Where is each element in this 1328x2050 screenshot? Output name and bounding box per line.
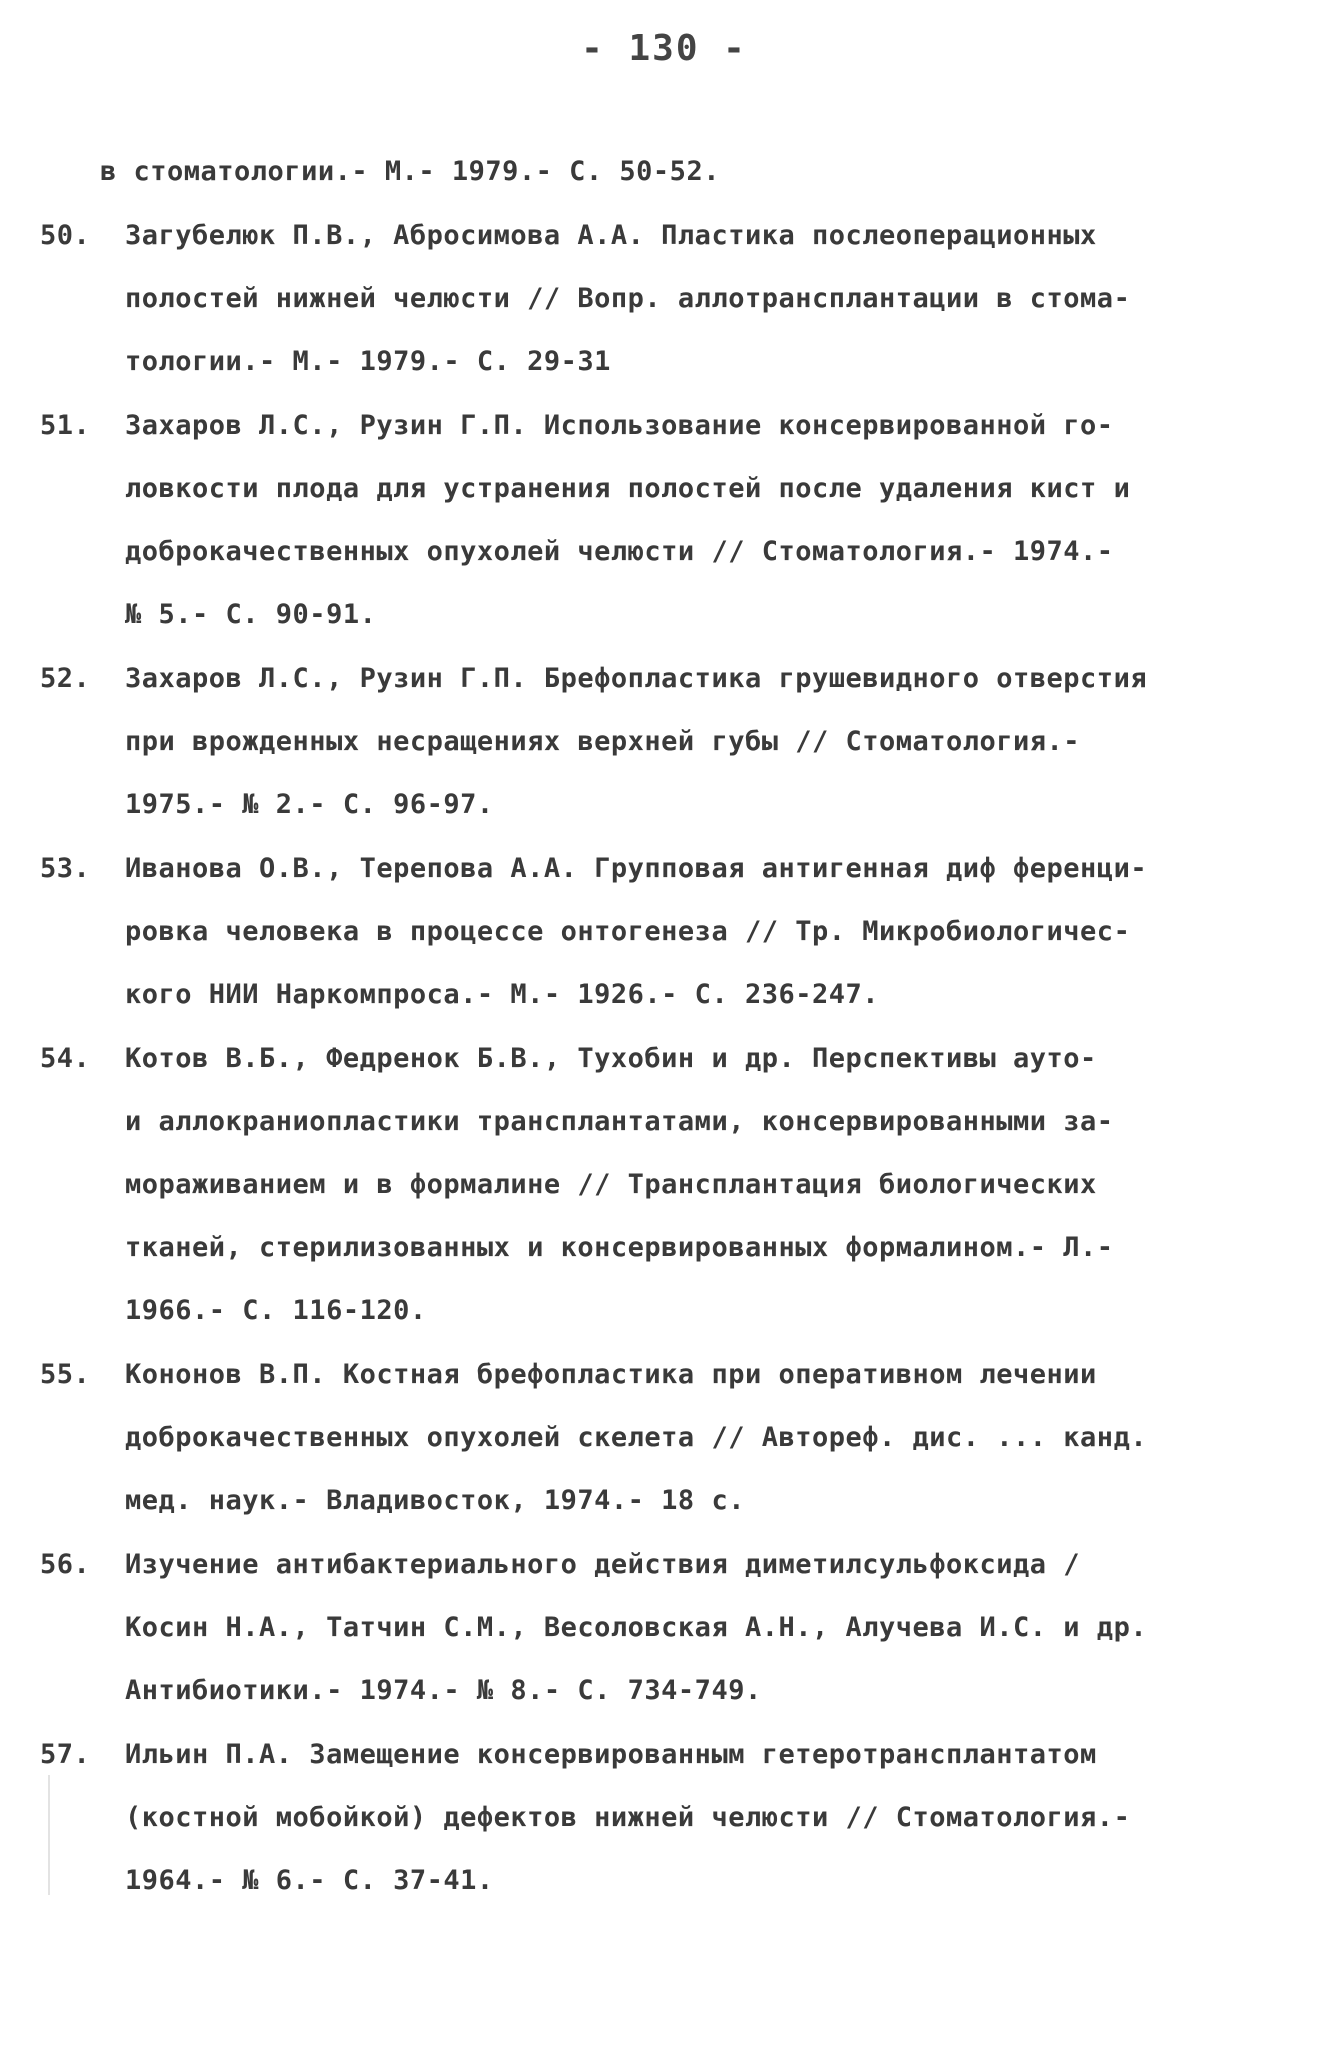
- reference-continuation: [40, 140, 1280, 203]
- reference-line: полостей нижней челюсти // Вопр. аллотрансплантации в стома-: [125, 283, 1131, 314]
- reference-line: ровка человека в процессе онтогенеза // Тр. Микробиологичес-: [125, 916, 1131, 947]
- reference-item-52: [40, 647, 1280, 836]
- reference-number: 56.: [40, 1549, 91, 1580]
- reference-text: Ивановa О.В., Терепова А.А. Групповая антигенная диф ференци-: [125, 853, 1148, 884]
- reference-line: [40, 647, 1280, 710]
- reference-continuation-line: в стоматологии.- М.- 1979.- С. 50-52.: [100, 156, 720, 187]
- reference-line: доброкачественных опухолей челюсти // Стоматология.- 1974.-: [125, 536, 1114, 567]
- scan-margin-mark: [48, 1775, 50, 1895]
- page-number: - 130 -: [581, 28, 747, 69]
- reference-line: № 5.- С. 90-91.: [125, 599, 377, 630]
- reference-item-55: [40, 1343, 1280, 1532]
- reference-line: [40, 1723, 1280, 1786]
- reference-line: Антибиотики.- 1974.- № 8.- С. 734-749.: [125, 1675, 762, 1706]
- reference-number: 57.: [40, 1739, 91, 1770]
- reference-line: и аллокраниопластики трансплантатами, консервированными за-: [125, 1106, 1114, 1137]
- reference-line: 1964.- № 6.- С. 37-41.: [125, 1865, 494, 1896]
- reference-number: 51.: [40, 410, 91, 441]
- reference-line: ловкости плода для устранения полостей после удаления кист и: [125, 473, 1131, 504]
- reference-text: Изучение антибактериального действия диметилсульфоксида /: [125, 1549, 1081, 1580]
- reference-line: [40, 394, 1280, 457]
- reference-number: 54.: [40, 1043, 91, 1074]
- reference-item-50: [40, 204, 1280, 393]
- reference-text: Захаров Л.С., Рузин Г.П. Использование консервированной го-: [125, 410, 1114, 441]
- reference-line: [40, 1533, 1280, 1596]
- reference-line: [40, 837, 1280, 900]
- reference-line: 1975.- № 2.- С. 96-97.: [125, 789, 494, 820]
- reference-item-56: [40, 1533, 1280, 1722]
- reference-text: Загубелюк П.В., Абросимова А.А. Пластика послеоперационных: [125, 220, 1097, 251]
- reference-number: 50.: [40, 220, 91, 251]
- reference-number: 53.: [40, 853, 91, 884]
- reference-number: 55.: [40, 1359, 91, 1390]
- reference-item-51: [40, 394, 1280, 646]
- reference-text: Захаров Л.С., Рузин Г.П. Брефопластика грушевидного отверстия: [125, 663, 1148, 694]
- reference-line: (костной мобойкой) дефектов нижней челюсти // Стоматология.-: [125, 1802, 1131, 1833]
- reference-line: мед. наук.- Владивосток, 1974.- 18 с.: [125, 1485, 745, 1516]
- reference-item-54: [40, 1027, 1280, 1342]
- reference-line: [40, 1343, 1280, 1406]
- reference-line: [40, 204, 1280, 267]
- reference-list: [40, 140, 1280, 1913]
- reference-text: Ильин П.А. Замещение консервированным гетеротрансплантатом: [125, 1739, 1097, 1770]
- reference-item-53: [40, 837, 1280, 1026]
- reference-text: Котов В.Б., Федренок Б.В., Тухобин и др. Перспективы ауто-: [125, 1043, 1097, 1074]
- reference-number: 52.: [40, 663, 91, 694]
- reference-line: Косин Н.А., Татчин С.М., Весоловская А.Н., Алучева И.С. и др.: [125, 1612, 1148, 1643]
- reference-line: мораживанием и в формалине // Трансплантация биологических: [125, 1169, 1097, 1200]
- reference-line: тканей, стерилизованных и консервированных формалином.- Л.-: [125, 1232, 1114, 1263]
- reference-line: 1966.- С. 116-120.: [125, 1295, 427, 1326]
- reference-line: доброкачественных опухолей скелета // Автореф. дис. ... канд.: [125, 1422, 1148, 1453]
- reference-text: Кононов В.П. Костная брефопластика при оперативном лечении: [125, 1359, 1097, 1390]
- reference-line: при врожденных несращениях верхней губы // Стоматология.-: [125, 726, 1081, 757]
- reference-line: кого НИИ Наркомпроса.- М.- 1926.- С. 236-247.: [125, 979, 879, 1010]
- reference-line: тологии.- М.- 1979.- С. 29-31: [125, 346, 611, 377]
- reference-item-57: [40, 1723, 1280, 1912]
- reference-line: [40, 1027, 1280, 1090]
